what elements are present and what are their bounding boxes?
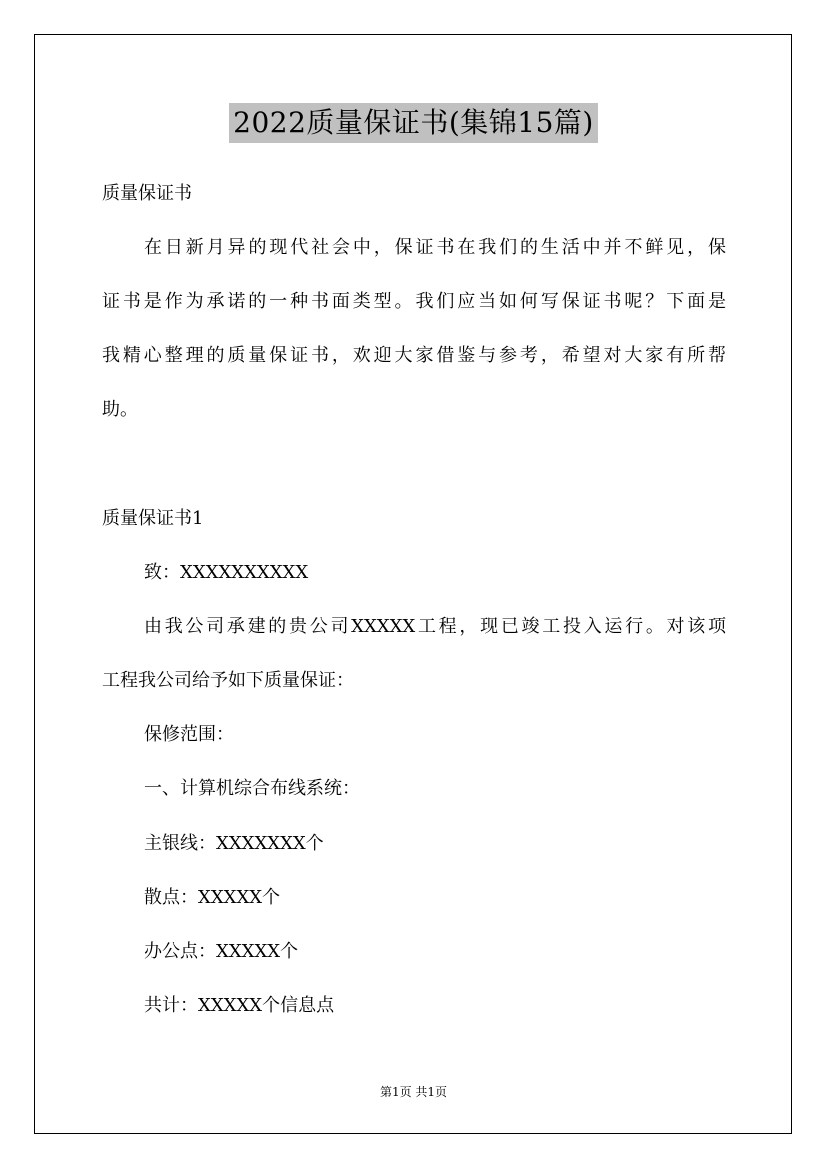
paragraph-line: 在日新月异的现代社会中，保证书在我们的生活中并不鲜见，保 [144,237,726,258]
paragraph-line: 助。 [102,399,138,420]
paragraph-line: 工程我公司给予如下质量保证： [102,670,354,691]
list-item: 共计：XXXXX个信息点 [144,995,335,1016]
paragraph-line: 由我公司承建的贵公司XXXXX工程，现已竣工投入运行。对该项 [144,616,726,637]
paragraph-line: 我精心整理的质量保证书，欢迎大家借鉴与参考，希望对大家有所帮 [102,345,726,366]
scope-label: 保修范围： [144,724,234,745]
title-container [0,103,827,143]
document-title: 2022质量保证书(集锦15篇) [229,103,598,143]
list-item: 主银线：XXXXXXX个 [144,833,324,854]
section-heading: 质量保证书 [102,183,192,204]
list-item: 办公点：XXXXX个 [144,941,299,962]
section-item: 一、计算机综合布线系统： [144,778,360,799]
list-item: 散点：XXXXX个 [144,887,281,908]
section-heading: 质量保证书1 [102,508,204,529]
paragraph-line: 证书是作为承诺的一种书面类型。我们应当如何写保证书呢？下面是 [102,291,726,312]
recipient-line: 致：XXXXXXXXXX [144,562,309,583]
page-footer: 第1页 共1页 [379,1085,448,1099]
